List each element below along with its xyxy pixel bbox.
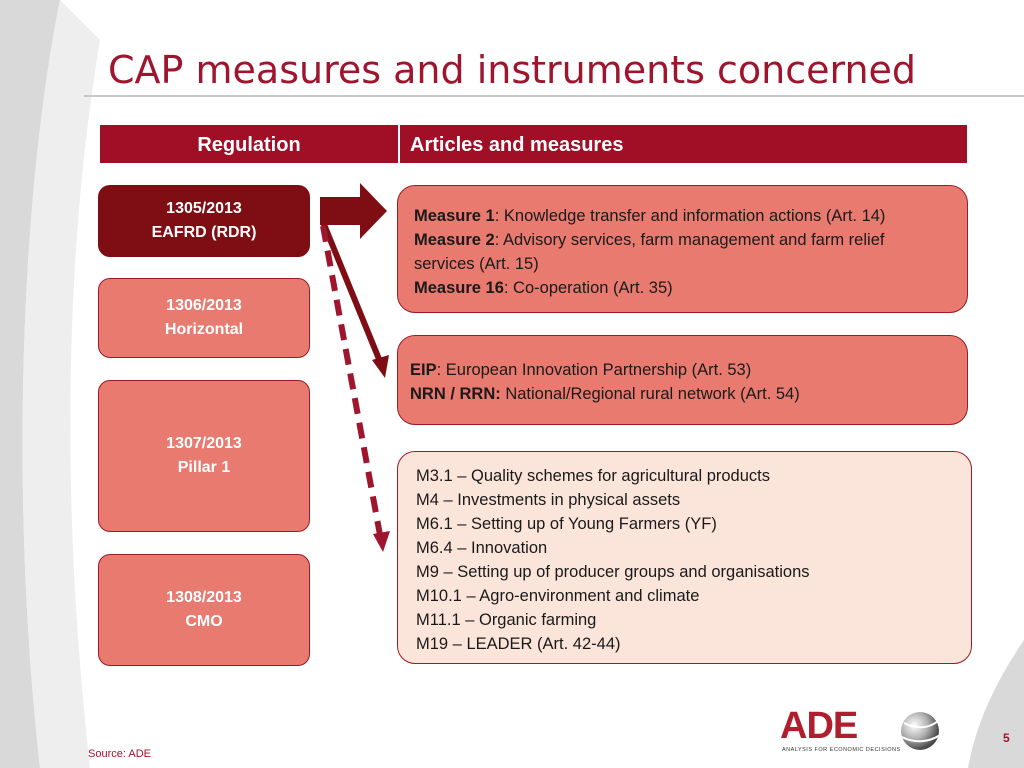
regulation-1306-box [98,278,310,358]
measure-line: M9 – Setting up of producer groups and organisations [416,563,810,581]
regulation-code: 1308/2013 [166,589,242,606]
measure-line: M10.1 – Agro-environment and climate [416,587,700,605]
measure-line: M6.4 – Innovation [416,539,548,557]
header-divider [398,125,400,163]
regulation-1307-box [98,380,310,532]
regulation-name: Pillar 1 [177,459,231,476]
regulation-header: Regulation [197,134,301,156]
regulation-1305-box [98,185,310,257]
measure-line: M6.1 – Setting up of Young Farmers (YF) [416,515,717,533]
measure-line: Measure 1: Knowledge transfer and information actions (Art. 14) [414,207,886,225]
measure-line: M19 – LEADER (Art. 42-44) [416,635,621,653]
regulation-name: Horizontal [164,321,244,338]
measure-line: M3.1 – Quality schemes for agricultural products [416,467,770,485]
regulation-name: EAFRD (RDR) [151,224,257,241]
measure-line: M11.1 – Organic farming [416,611,597,629]
regulation-code: 1305/2013 [166,200,242,217]
measure-line: services (Art. 15) [414,255,539,273]
table-header [100,125,967,163]
page-number: 5 [1003,731,1010,745]
logo-tagline: ANALYSIS FOR ECONOMIC DECISIONS [782,747,901,753]
source-note: Source: ADE [88,748,151,760]
slide-title: CAP measures and instruments concerned [108,48,917,92]
measures-box-eafrd [397,185,968,313]
title-divider [84,95,1024,97]
measures-box-eip-network [397,335,968,425]
logo-wordmark: ADE [780,705,858,747]
measure-line: EIP: European Innovation Partnership (Art. 53) [410,361,752,379]
regulation-1308-box [98,554,310,666]
measure-line: Measure 16: Co-operation (Art. 35) [414,279,673,297]
measures-box-other [397,451,972,664]
regulation-name: CMO [185,613,223,630]
regulation-code: 1306/2013 [166,297,242,314]
ade-logo [780,705,950,759]
measure-line: NRN / RRN: National/Regional rural network (Art. 54) [410,385,800,403]
measure-line: Measure 2: Advisory services, farm management and farm relief [414,231,885,249]
regulation-code: 1307/2013 [166,435,242,452]
measure-line: M4 – Investments in physical assets [416,491,681,509]
globe-icon [898,707,942,755]
articles-header: Articles and measures [410,134,624,156]
